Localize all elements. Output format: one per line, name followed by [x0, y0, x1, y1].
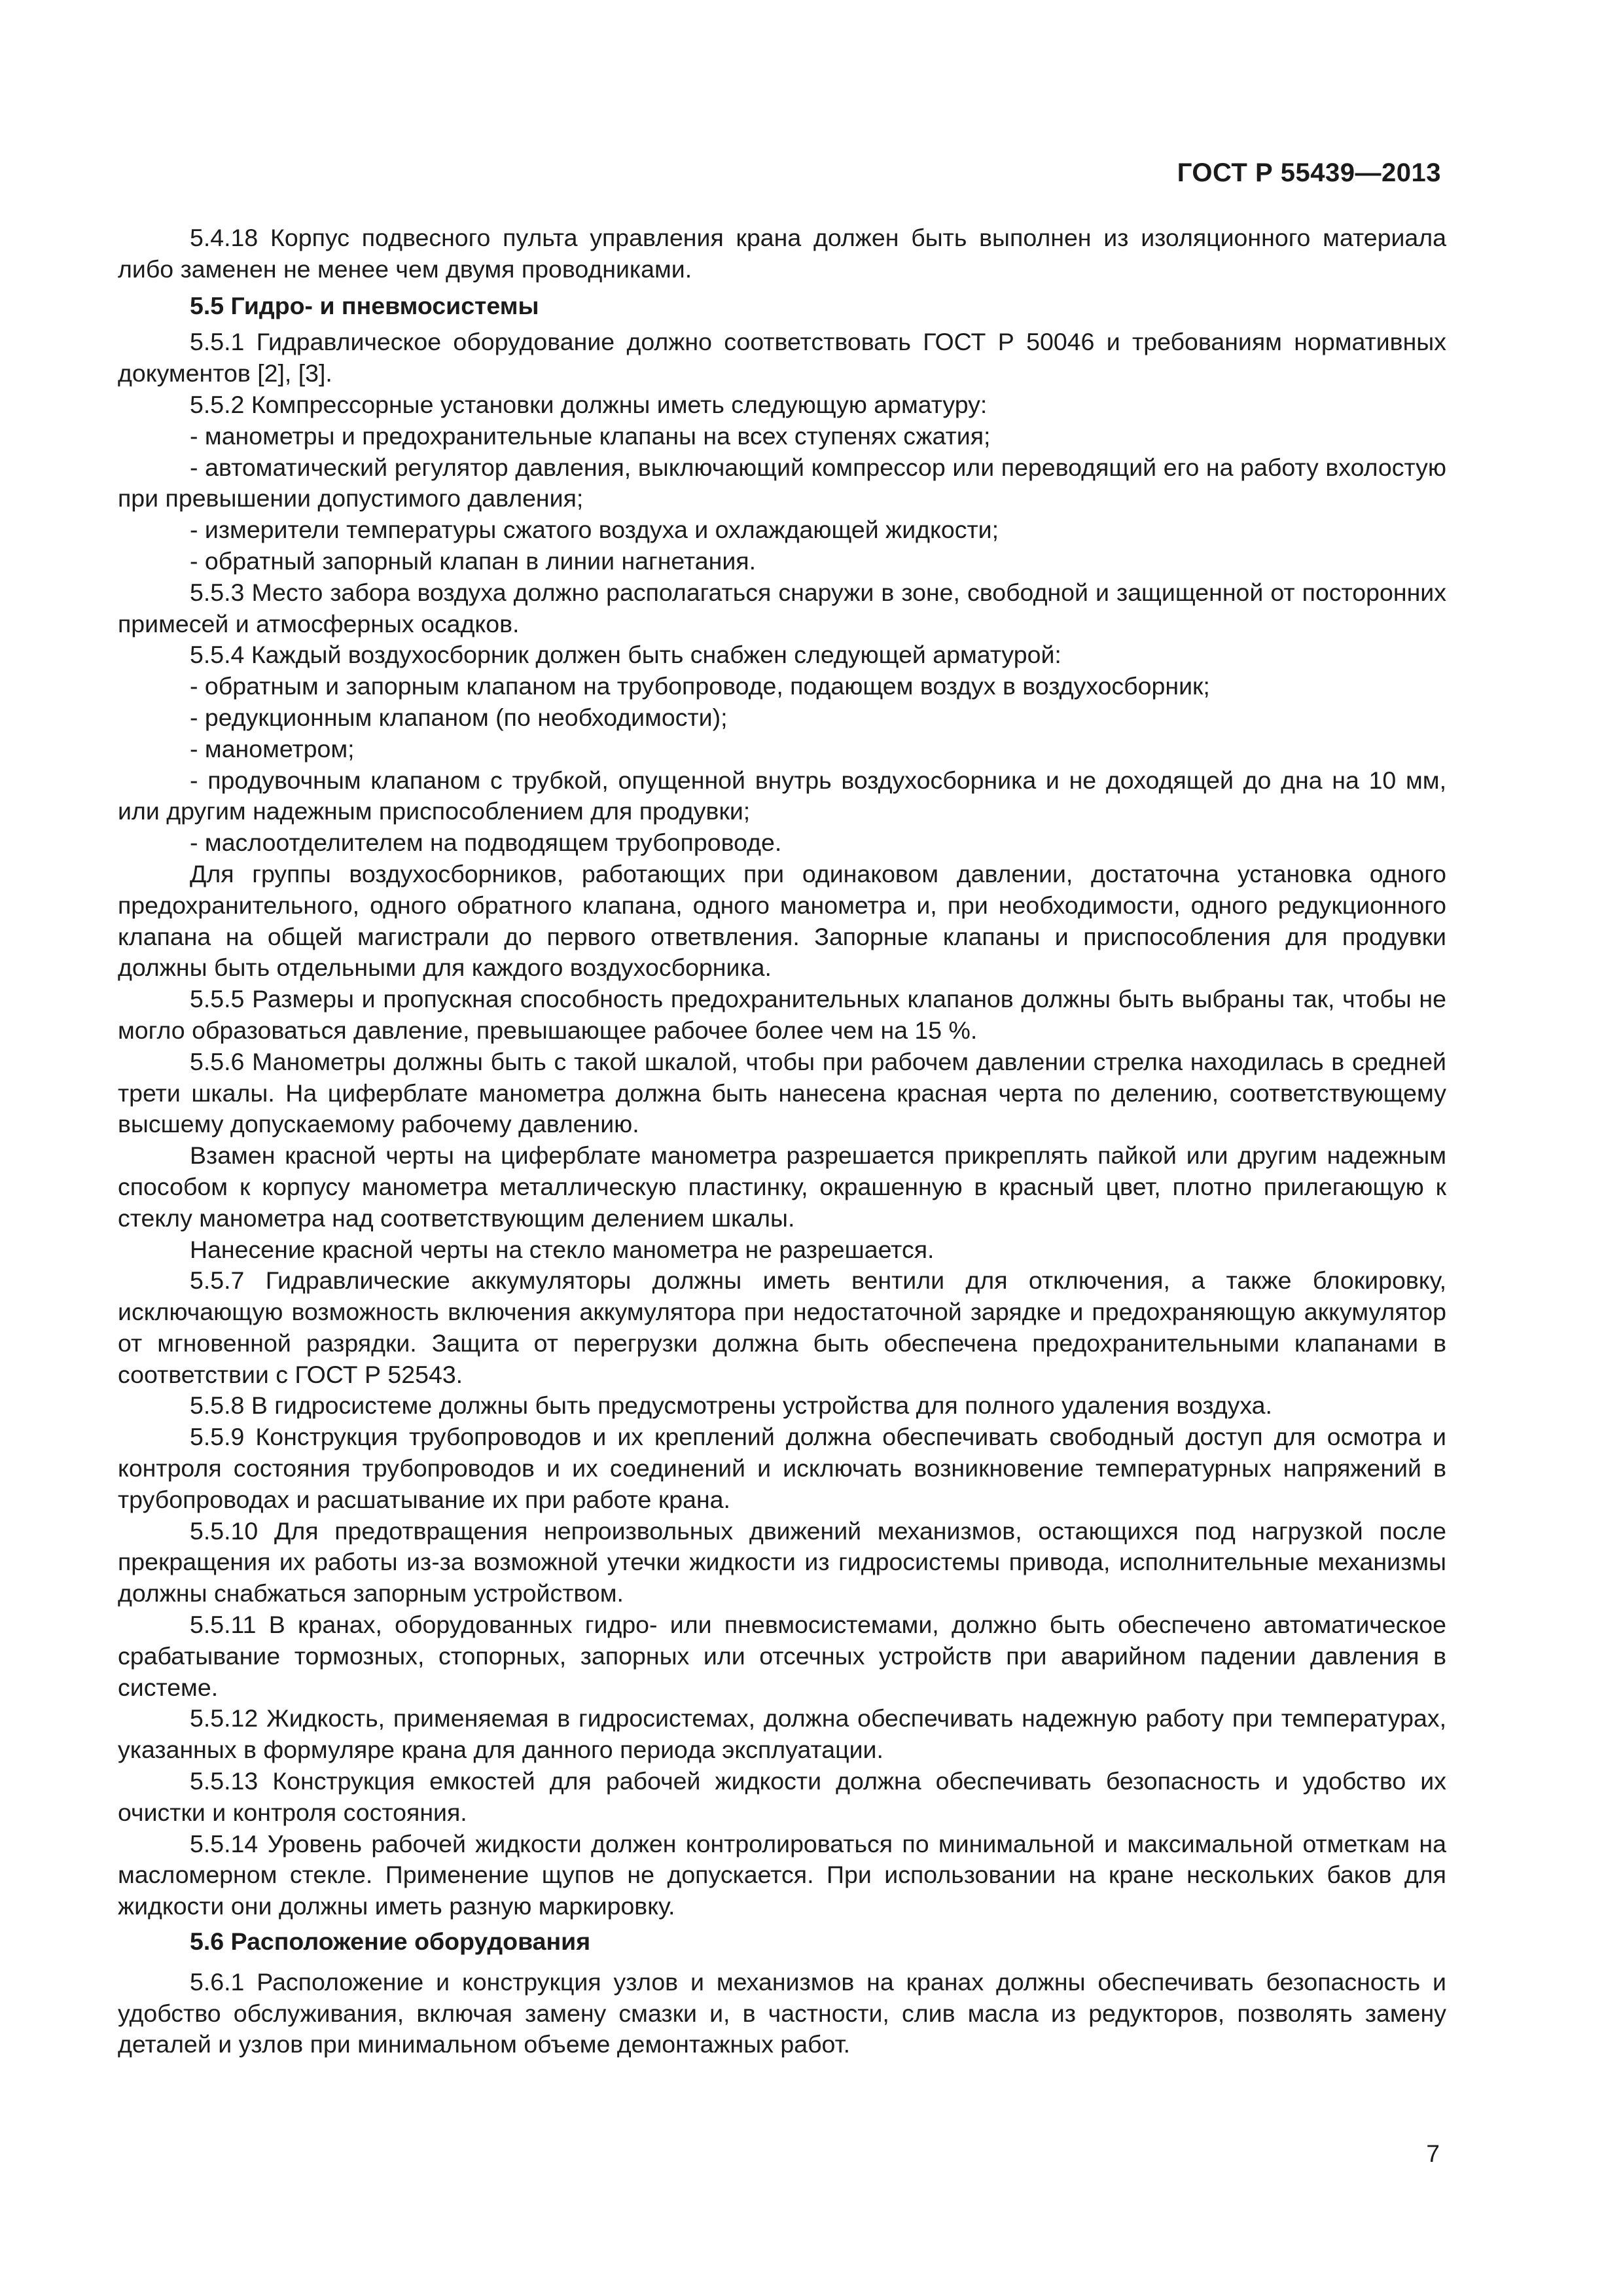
document-body: [118, 223, 1446, 2060]
paragraph-5-5-7: 5.5.7 Гидравлические аккумуляторы должны иметь вентили для отключения, а также блокировку, исключающую возможность включения аккумулятора при недостаточной зарядке и предохраняющую аккумулятор от мгновенной разрядки. Защита от перегрузки должна быть обеспечена предохранительными клапанами в соответствии с ГОСТ Р 52543.: [118, 1266, 1446, 1388]
list-item: - манометры и предохранительные клапаны на всех ступенях сжатия;: [190, 422, 991, 450]
list-item: - редукционным клапаном (по необходимости);: [190, 703, 728, 731]
paragraph-5-6-1: 5.6.1 Расположение и конструкция узлов и механизмов на кранах должны обеспечивать безопасность и удобство обслуживания, включая замену смазки и, в частности, слив масла из редукторов, позволять замену деталей и узлов при минимальном объеме демонтажных работ.: [118, 1967, 1446, 2058]
paragraph-5-5-9: 5.5.9 Конструкция трубопроводов и их креплений должна обеспечивать свободный доступ для осмотра и контроля состояния трубопроводов и их соединений и исключать возникновение температурных напряжений в трубопроводах и расшатывание их при работе крана.: [118, 1423, 1446, 1513]
document-header: ГОСТ Р 55439—2013: [1177, 158, 1441, 187]
list-item: - маслоотделителем на подводящем трубопроводе.: [190, 829, 782, 857]
paragraph-receiver-group: Для группы воздухосборников, работающих при одинаковом давлении, достаточна установка одного предохранительного, одного обратного клапана, одного манометра и, при необходимости, одного редукционного клапана на общей магистрали до первого ответвления. Запорные клапаны и приспособления для продувки должны быть отдельными для каждого воздухосборника.: [118, 859, 1446, 982]
paragraph-5-5-5: 5.5.5 Размеры и пропускная способность предохранительных клапанов должны быть выбраны так, чтобы не могло образоваться давление, превышающее рабочее более чем на 15 %.: [118, 985, 1446, 1044]
paragraph-5-4-18: 5.4.18 Корпус подвесного пульта управления крана должен быть выполнен из изоляционного материала либо заменен не менее чем двумя проводниками.: [118, 224, 1446, 283]
paragraph-5-5-12: 5.5.12 Жидкость, применяемая в гидросистемах, должна обеспечивать надежную работу при температурах, указанных в формуляре крана для данного периода эксплуатации.: [118, 1704, 1446, 1764]
paragraph-5-5-6: 5.5.6 Манометры должны быть с такой шкалой, чтобы при рабочем давлении стрелка находилась в средней трети шкалы. На циферблате манометра должна быть нанесена красная черта по делению, соответствующему высшему допускаемому рабочему давлению.: [118, 1047, 1446, 1138]
paragraph-5-5-3: 5.5.3 Место забора воздуха должно располагаться снаружи в зоне, свободной и защищенной от посторонних примесей и атмосферных осадков.: [118, 578, 1446, 637]
paragraph-5-5-10: 5.5.10 Для предотвращения непроизвольных движений механизмов, остающихся под нагрузкой после прекращения их работы из-за возможной утечки жидкости из гидросистемы привода, исполнительные механизмы должны снабжаться запорным устройством.: [118, 1516, 1446, 1607]
list-item: - измерители температуры сжатого воздуха и охлаждающей жидкости;: [190, 516, 999, 544]
list-item: - обратным и запорным клапаном на трубопроводе, подающем воздух в воздухосборник;: [190, 672, 1210, 700]
section-heading-5-6: 5.6 Расположение оборудования: [190, 1928, 591, 1956]
paragraph-5-5-14: 5.5.14 Уровень рабочей жидкости должен контролироваться по минимальной и максимальной отметкам на масломерном стекле. Применение щупов не допускается. При использовании на кране нескольких баков для жидкости они должны иметь разную маркировку.: [118, 1829, 1446, 1920]
paragraph-red-line-glass: Нанесение красной черты на стекло манометра не разрешается.: [190, 1235, 935, 1263]
page-number: 7: [1426, 2140, 1440, 2167]
list-item: - манометром;: [190, 734, 355, 762]
paragraph-5-5-1: 5.5.1 Гидравлическое оборудование должно соответствовать ГОСТ Р 50046 и требованиям нормативных документов [2], [3].: [118, 328, 1446, 387]
list-item: - обратный запорный клапан в линии нагнетания.: [190, 547, 757, 575]
paragraph-5-5-8: 5.5.8 В гидросистеме должны быть предусмотрены устройства для полного удаления воздуха.: [190, 1391, 1272, 1420]
section-heading-5-5: 5.5 Гидро- и пневмосистемы: [190, 291, 539, 319]
paragraph-5-5-11: 5.5.11 В кранах, оборудованных гидро- или пневмосистемами, должно быть обеспечено автоматическое срабатывание тормозных, стопорных, запорных или отсечных устройств при аварийном падении давления в системе.: [118, 1611, 1446, 1701]
paragraph-5-5-2: 5.5.2 Компрессорные установки должны иметь следующую арматуру:: [190, 390, 988, 418]
list-item: - автоматический регулятор давления, выключающий компрессор или переводящий его на работу вхолостую при превышении допустимого давления;: [118, 453, 1446, 512]
paragraph-5-5-13: 5.5.13 Конструкция емкостей для рабочей жидкости должна обеспечивать безопасность и удобство их очистки и контроля состояния.: [118, 1767, 1446, 1826]
paragraph-5-5-4: 5.5.4 Каждый воздухосборник должен быть снабжен следующей арматурой:: [190, 641, 1061, 669]
list-item: - продувочным клапаном с трубкой, опущенной внутрь воздухосборника и не доходящей до дна на 10 мм, или другим надежным приспособлением для продувки;: [118, 766, 1446, 825]
paragraph-red-line-plate: Взамен красной черты на циферблате манометра разрешается прикреплять пайкой или другим надежным способом к корпусу манометра металлическую пластинку, окрашенную в красный цвет, плотно прилегающую к стеклу манометра над соответствующим делением шкалы.: [118, 1141, 1446, 1232]
